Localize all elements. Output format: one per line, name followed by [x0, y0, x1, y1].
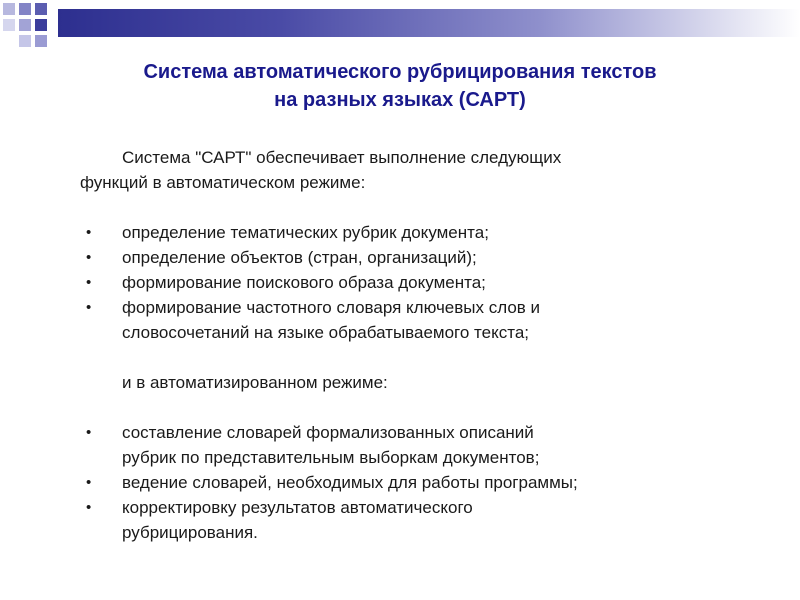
auto-functions-list: [80, 220, 770, 345]
list-item-line: • составление словарей формализованных описаний: [122, 423, 534, 442]
semi-auto-functions-list: [80, 420, 770, 545]
list-item-line: словосочетаний на языке обрабатываемого текста;: [122, 323, 530, 342]
decorative-square: [34, 18, 48, 32]
list-item: [80, 470, 770, 495]
intro-line: функций в автоматическом режиме:: [80, 173, 366, 192]
list-item-line: • корректировку результатов автоматического: [122, 498, 473, 517]
list-item: [80, 495, 770, 545]
decorative-squares: [0, 0, 60, 55]
list-item: [80, 420, 770, 470]
intro-paragraph: [80, 145, 770, 195]
decorative-square: [34, 2, 48, 16]
title-line: на разных языках (САРТ): [274, 89, 526, 111]
decorative-square: [2, 18, 16, 32]
list-item-line: • формирование частотного словаря ключевых слов и: [122, 298, 541, 317]
slide-body: [80, 145, 770, 545]
decorative-square: [34, 34, 48, 48]
list-item: [80, 220, 770, 245]
title-line: Система автоматического рубрицирования текстов: [143, 61, 657, 83]
decorative-square: [18, 18, 32, 32]
list-item: [80, 245, 770, 270]
list-item-line: • формирование поискового образа документа;: [122, 273, 486, 292]
semi-auto-heading: и в автоматизированном режиме:: [122, 373, 388, 392]
decorative-square: [18, 2, 32, 16]
list-item-line: • ведение словарей, необходимых для работы программы;: [122, 473, 578, 492]
slide-title: [40, 58, 760, 114]
decorative-square: [2, 2, 16, 16]
list-item: [80, 270, 770, 295]
list-item: [80, 295, 770, 345]
list-item-line: рубрик по представительным выборкам документов;: [122, 448, 540, 467]
header-gradient-bar: [58, 9, 800, 37]
decorative-square: [18, 34, 32, 48]
list-item-line: • определение объектов (стран, организаций);: [122, 248, 477, 267]
intro-line: Система "САРТ" обеспечивает выполнение следующих: [122, 148, 562, 167]
list-item-line: рубрицирования.: [122, 523, 258, 542]
list-item-line: • определение тематических рубрик документа;: [122, 223, 489, 242]
